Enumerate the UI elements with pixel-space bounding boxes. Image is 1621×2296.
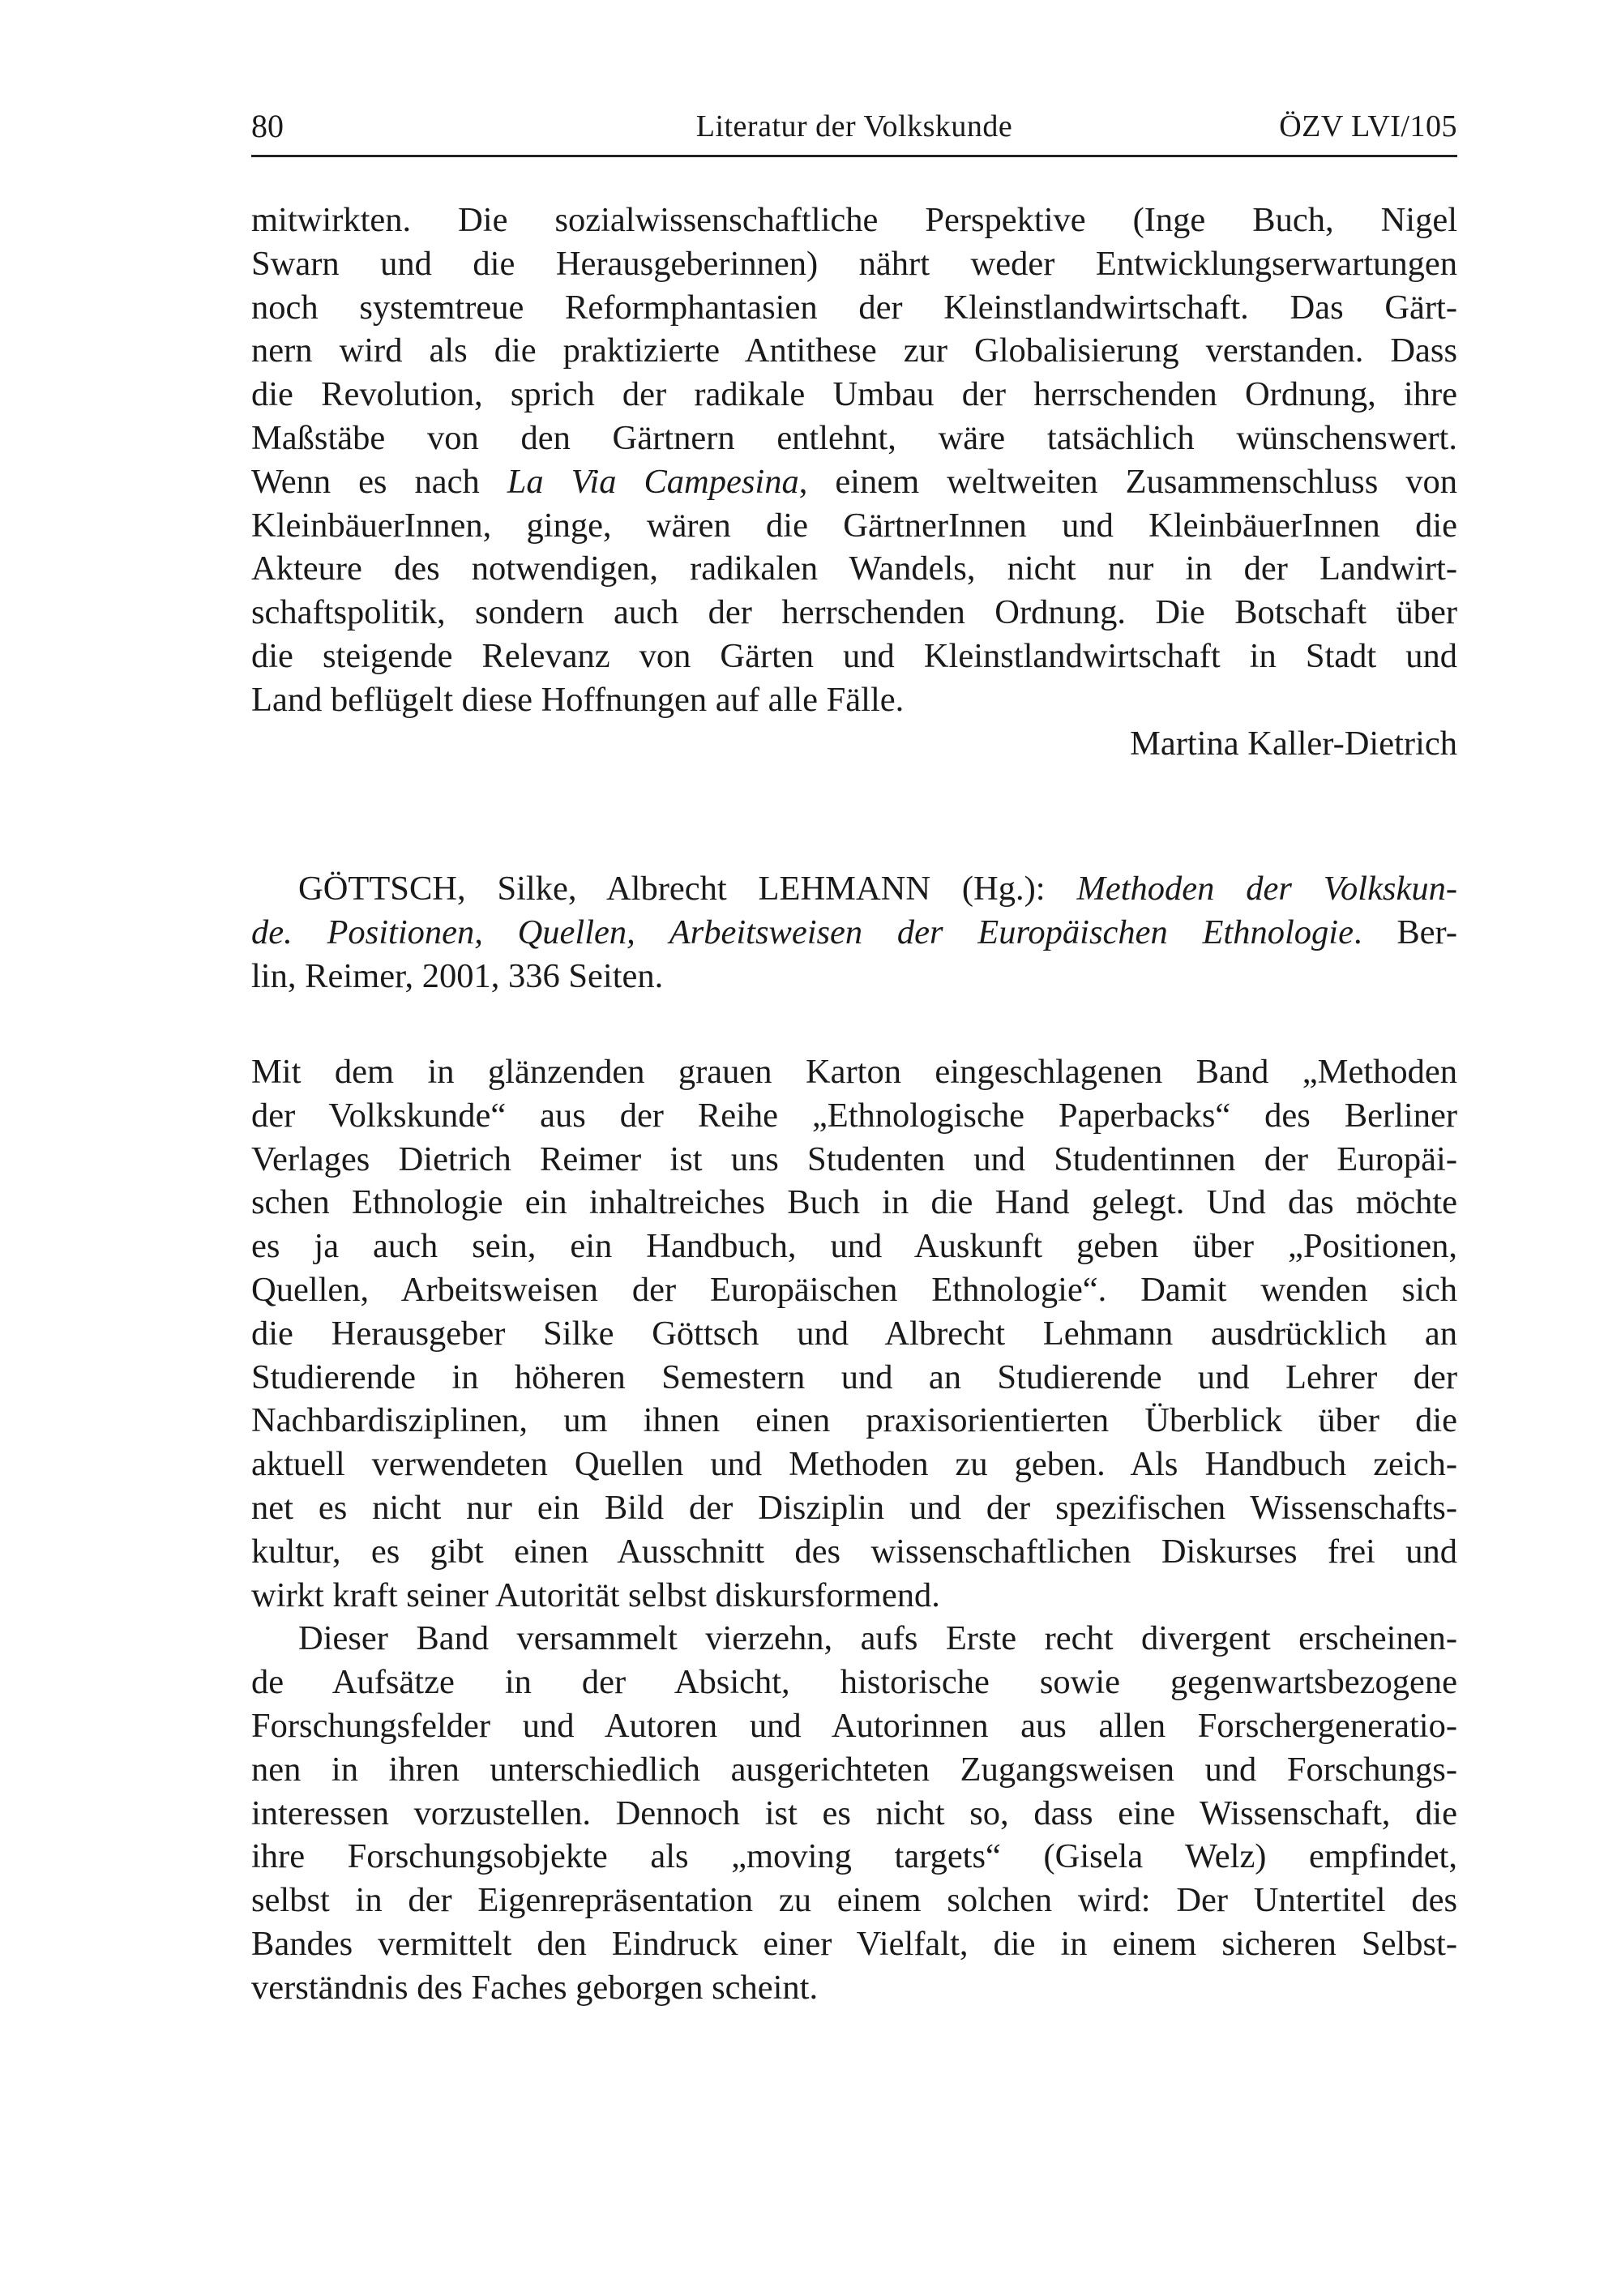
- text-line: aktuell verwendeten Quellen und Methoden zu geben. Als Handbuch zeich-: [251, 1445, 1457, 1484]
- text-line: Swarn und die Herausgeberinnen) nährt weder Entwicklungserwartungen: [251, 244, 1457, 283]
- text-line: Land beflügelt diese Hoffnungen auf alle Fälle.: [251, 680, 905, 719]
- text-line: Nachbardisziplinen, um ihnen einen praxisorientierten Überblick über die: [251, 1401, 1457, 1440]
- text-line: schaftspolitik, sondern auch der herrschenden Ordnung. Die Botschaft über: [251, 593, 1457, 632]
- text-line: kultur, es gibt einen Ausschnitt des wissenschaftlichen Diskurses frei und: [251, 1532, 1457, 1571]
- text-line: nen in ihren unterschiedlich ausgerichteten Zugangsweisen und Forschungs-: [251, 1750, 1457, 1789]
- review-body: [251, 1050, 1457, 2010]
- text-line: die Herausgeber Silke Göttsch und Albrecht Lehmann ausdrücklich an: [251, 1314, 1457, 1353]
- text-line: Mit dem in glänzenden grauen Karton eingeschlagenen Band „Methoden: [251, 1053, 1457, 1091]
- text-line: es ja auch sein, ein Handbuch, und Auskunft geben über „Positionen,: [251, 1227, 1457, 1266]
- review-author: Martina Kaller-Dietrich: [1130, 724, 1457, 763]
- text-line: net es nicht nur ein Bild der Disziplin und der spezifischen Wissenschafts-: [251, 1488, 1457, 1527]
- citation-authors: GÖTTSCH, Silke, Albrecht LEHMANN (Hg.):: [298, 870, 1077, 908]
- text-line: interessen vorzustellen. Dennoch ist es nicht so, dass eine Wissenschaft, die: [251, 1794, 1457, 1832]
- text-line: verständnis des Faches geborgen scheint.: [251, 1968, 819, 2007]
- page-number: 80: [251, 108, 284, 144]
- text-line: ihre Forschungsobjekte als „moving targets“ (Gisela Welz) empfindet,: [251, 1837, 1457, 1876]
- text-line: Dieser Band versammelt vierzehn, aufs Erste recht divergent erscheinen-: [298, 1619, 1457, 1658]
- running-title: Literatur der Volkskunde: [695, 109, 1013, 143]
- text-line: Forschungsfelder und Autoren und Autorinnen aus allen Forschergeneratio-: [251, 1706, 1457, 1745]
- text-line: Verlages Dietrich Reimer ist uns Studenten und Studentinnen der Europäi-: [251, 1139, 1457, 1178]
- text-line: Studierende in höheren Semestern und an Studierende und Lehrer der: [251, 1358, 1457, 1396]
- text-span: Wenn es nach: [251, 462, 507, 501]
- text-line: Quellen, Arbeitsweisen der Europäischen Ethnologie“. Damit wenden sich: [251, 1270, 1457, 1309]
- text-line: der Volkskunde“ aus der Reihe „Ethnologische Paperbacks“ des Berliner: [251, 1096, 1457, 1135]
- text-line: die steigende Relevanz von Gärten und Kleinstlandwirtschaft in Stadt und: [251, 636, 1457, 675]
- text-line: Akteure des notwendigen, radikalen Wandels, nicht nur in der Landwirt-: [251, 549, 1457, 588]
- text-line: wirkt kraft seiner Autorität selbst diskursformend.: [251, 1576, 940, 1614]
- book-citation: [251, 867, 1457, 998]
- page-header: [251, 107, 1457, 156]
- review-continuation: [251, 199, 1457, 765]
- citation-line: lin, Reimer, 2001, 336 Seiten.: [251, 956, 664, 995]
- header-rule: [251, 155, 1457, 157]
- book-subtitle: de. Positionen, Quellen, Arbeitsweisen der Europäischen Ethnologie: [251, 913, 1354, 951]
- journal-reference: ÖZV LVI/105: [1279, 109, 1457, 143]
- text-line: [251, 460, 1457, 504]
- citation-line: [251, 911, 1457, 955]
- book-title: Methoden der Volkskun-: [1076, 870, 1457, 908]
- text-line: nern wird als die praktizierte Antithese zur Globalisierung verstanden. Dass: [251, 331, 1457, 370]
- text-line: noch systemtreue Reformphantasien der Kleinstlandwirtschaft. Das Gärt-: [251, 288, 1457, 327]
- text-line: schen Ethnologie ein inhaltreiches Buch in die Hand gelegt. Und das möchte: [251, 1183, 1457, 1222]
- text-line: KleinbäuerInnen, ginge, wären die GärtnerInnen und KleinbäuerInnen die: [251, 506, 1457, 545]
- text-span: , einem weltweiten Zusammenschluss von: [798, 462, 1457, 501]
- text-line: die Revolution, sprich der radikale Umbau der herrschenden Ordnung, ihre: [251, 375, 1457, 414]
- organization-name: La Via Campesina: [507, 462, 799, 501]
- text-line: selbst in der Eigenrepräsentation zu einem solchen wird: Der Untertitel des: [251, 1881, 1457, 1920]
- citation-line: [251, 867, 1457, 911]
- text-line: de Aufsätze in der Absicht, historische sowie gegenwartsbezogene: [251, 1663, 1457, 1702]
- text-line: Maßstäbe von den Gärtnern entlehnt, wäre tatsächlich wünschenswert.: [251, 418, 1457, 457]
- text-line: mitwirkten. Die sozialwissenschaftliche Perspektive (Inge Buch, Nigel: [251, 201, 1457, 239]
- text-line: Bandes vermittelt den Eindruck einer Vielfalt, die in einem sicheren Selbst-: [251, 1924, 1457, 1963]
- text-span: . Ber-: [1353, 913, 1457, 951]
